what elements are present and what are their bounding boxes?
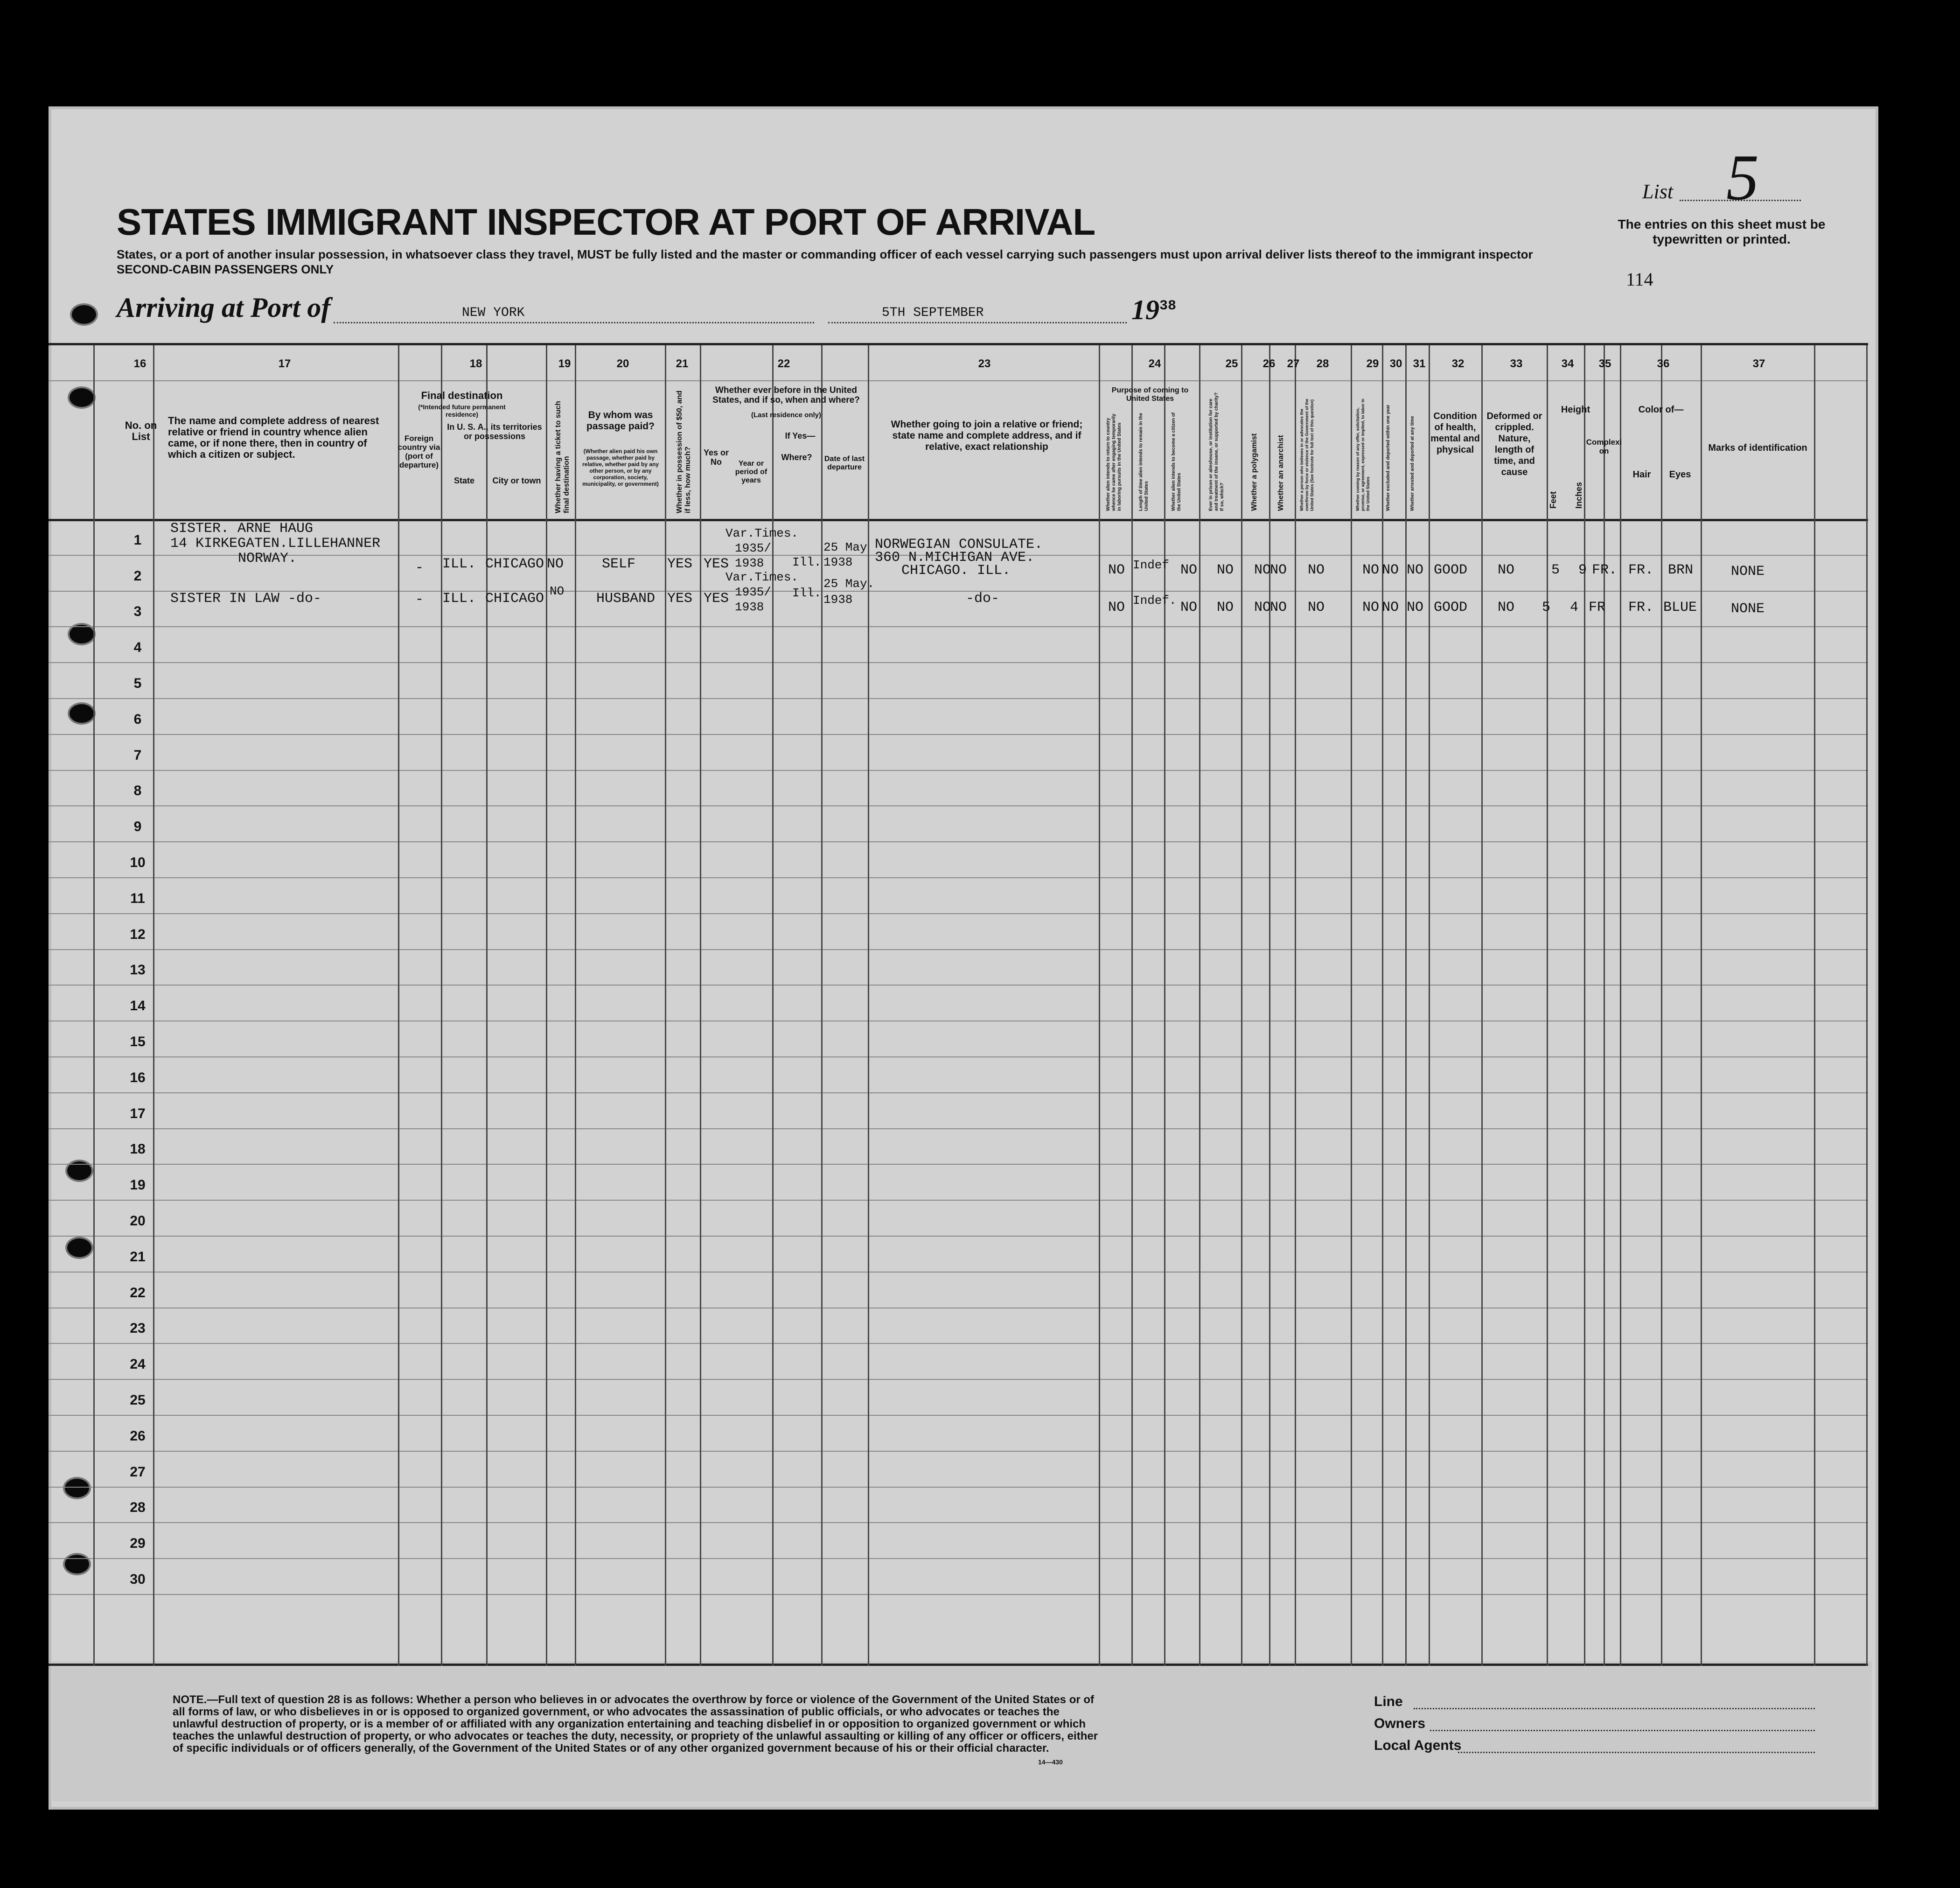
col-border — [1604, 345, 1605, 1666]
row1-join-line2: 360 N.MICHIGAN AVE. — [875, 550, 1035, 566]
punch-hole — [63, 1553, 91, 1575]
colnum-16: 16 — [133, 357, 146, 370]
col-border — [1131, 345, 1133, 1666]
row-rule — [49, 1487, 1868, 1488]
col-border — [1199, 345, 1200, 1666]
hdr-before-us: Whether ever before in the United States, and if so, when and where? — [712, 385, 860, 405]
col-border — [700, 345, 701, 1666]
row1-before: YES — [704, 556, 729, 572]
hdr-year-period: Year or period of years — [735, 460, 767, 484]
row1-join-line1: NORWEGIAN CONSULATE. — [875, 537, 1043, 552]
row2-join-line1: -do- — [966, 591, 1000, 607]
row2-foreign: - — [415, 592, 424, 608]
row-number: 13 — [130, 962, 146, 978]
row1-return: NO — [1108, 562, 1125, 578]
row-number: 23 — [130, 1321, 146, 1336]
row-number: 19 — [130, 1177, 146, 1193]
port-line — [334, 322, 814, 323]
col-border — [93, 345, 95, 1666]
hdr-where: Where? — [781, 453, 812, 462]
row1-join-line3: CHICAGO. ILL. — [901, 563, 1011, 579]
row1-polygamist: NO — [1254, 562, 1271, 578]
row1-deformed: NO — [1498, 562, 1515, 578]
punch-hole — [68, 386, 96, 409]
punch-hole — [68, 702, 96, 725]
row-number: 11 — [130, 891, 145, 906]
row1-prison: NO — [1217, 562, 1234, 578]
hdr-deformed: Deformed or crippled. Nature, length of time, and cause — [1486, 411, 1542, 477]
row2-eyes: BLUE — [1663, 600, 1697, 615]
colnum-28: 28 — [1316, 357, 1329, 370]
row2-years-line2: 1935/ — [735, 585, 772, 599]
hdr-date-departure: Date of last departure — [824, 455, 865, 471]
header-bottom-rule — [49, 519, 1868, 521]
row1-q30: NO — [1382, 562, 1399, 578]
row1-q31: NO — [1407, 562, 1424, 578]
row-number: 3 — [133, 604, 142, 619]
table-top-rule — [49, 343, 1868, 345]
col-border — [1701, 345, 1702, 1666]
hdr-purpose-return: Whether alien intends to return to country whence he came after engaging temporarily in laboring pursuits in the United States — [1106, 413, 1122, 511]
hdr-purpose-length: Length of time alien intends to remain in the United States — [1138, 413, 1149, 511]
row-rule — [49, 1056, 1868, 1057]
row-rule — [49, 805, 1868, 806]
colnum-31: 31 — [1413, 357, 1426, 370]
hdr-prison: Ever in prison or almshouse, or institution for care and treatment of the insane, or supported by charity? If so, which? — [1208, 392, 1225, 511]
row1-relative-line1: SISTER. ARNE HAUG — [170, 521, 314, 537]
row1-relative-line2: 14 KIRKEGATEN.LILLEHANNER — [170, 536, 381, 552]
hdr-in-usa: In U. S. A., its territories or possessions — [447, 422, 542, 441]
hdr-final-destination-note: (*Intended future permanent residence) — [418, 403, 506, 418]
row2-q30: NO — [1382, 600, 1399, 615]
year-suffix: 38 — [1159, 298, 1177, 314]
hdr-complexion: Complexion — [1586, 438, 1622, 455]
row1-health: GOOD — [1434, 562, 1468, 578]
punch-hole — [65, 1237, 93, 1259]
col-border — [1584, 345, 1585, 1666]
col-border — [1661, 345, 1662, 1666]
row-number: 17 — [130, 1106, 146, 1121]
hdr-purpose: Purpose of coming to United States — [1111, 386, 1189, 403]
row-rule — [49, 841, 1868, 842]
row-rule — [49, 1558, 1868, 1559]
row-rule — [49, 913, 1868, 914]
row-rule — [49, 1522, 1868, 1523]
hdr-join-relative: Whether going to join a relative or friend; state name and complete address, and if relative, exact relationship — [891, 419, 1083, 452]
hdr-if-yes: If Yes— — [785, 431, 816, 441]
hdr-relative: The name and complete address of nearest relative or friend in country whence alien came, or if none there, then in country of which a citizen or subject. — [168, 415, 379, 460]
row-rule — [49, 1164, 1868, 1165]
col-border — [1481, 345, 1483, 1666]
row2-ticket: NO — [550, 584, 565, 598]
row-rule — [49, 1343, 1868, 1344]
row2-anarchist: NO — [1270, 600, 1287, 615]
row1-fifty: YES — [667, 556, 693, 572]
colnum-25: 25 — [1225, 357, 1238, 370]
row1-hair: FR. — [1628, 562, 1654, 578]
row-rule — [49, 626, 1868, 627]
row1-years-line3: 1938 — [735, 556, 764, 570]
hdr-fifty-dollars: Whether in possession of $50, and if less, how much? — [676, 390, 692, 513]
row-rule — [49, 734, 1868, 735]
hdr-height: Height — [1561, 405, 1590, 415]
hdr-passage-paid: By whom was passage paid? — [586, 410, 655, 432]
row2-years-line1: Var.Times. — [725, 570, 799, 584]
row1-anarchist: NO — [1270, 562, 1287, 578]
row-number: 10 — [130, 855, 146, 870]
hdr-foreign: Foreign country via (port of departure) — [398, 434, 440, 469]
row-number: 16 — [130, 1070, 146, 1085]
row1-relative-line3: NORWAY. — [238, 551, 297, 566]
row1-q28: NO — [1308, 562, 1325, 578]
hdr-q28: Whether a person who believes in or advocates the overthrow by force or violence of the Government of the United States (See footnote for full text of this question) — [1299, 399, 1314, 511]
row-rule — [49, 1092, 1868, 1093]
row-rule — [49, 698, 1868, 699]
question-28-note: NOTE.—Full text of question 28 is as follows: Whether a person who believes in or advocates the overthrow by force or violence of the Government of the United States or of all forms of law, or who disbelieves in or is opposed to organized government, or who advocates the assassination of public officials, or who advocates or teaches the unlawful destruction of property, or is a member of or affiliated with any organization entertaining and teaching disbelief in or opposition to organized government or which teaches the unlawful destruction of property, or who advocates or teaches the duty, necessity, or propriety of the unlawful assaulting or killing of any officer or officers, either of specific individuals or of officers generally, of the Government of the United States or of any other organized government because of his or their official character. — [173, 1693, 1098, 1755]
row2-paid-by: HUSBAND — [596, 591, 656, 607]
row-number: 15 — [130, 1034, 146, 1049]
hdr-purpose-citizen: Whether alien intends to become a citizen of the United States — [1171, 412, 1182, 511]
list-label: List — [1642, 180, 1674, 203]
row2-length: Indef. — [1133, 594, 1177, 608]
hdr-color-of: Color of— — [1638, 405, 1684, 415]
col-border — [1866, 345, 1868, 1666]
row-number: 24 — [130, 1357, 146, 1372]
row2-before: YES — [704, 591, 729, 607]
row-number: 25 — [130, 1392, 146, 1408]
row2-years-line3: 1938 — [735, 600, 764, 614]
row-rule — [49, 1236, 1868, 1237]
line-label: Line — [1374, 1694, 1403, 1709]
row-number: 12 — [130, 927, 146, 942]
row1-citizen: NO — [1180, 562, 1198, 578]
row2-inches: 4 — [1570, 600, 1579, 615]
punch-hole — [70, 303, 98, 326]
row1-years-line1: Var.Times. — [725, 526, 799, 540]
col-border — [1429, 345, 1430, 1666]
row1-feet: 5 — [1551, 562, 1560, 578]
row-rule — [49, 1594, 1868, 1595]
row1-complexion: FR. — [1592, 562, 1618, 578]
col-border — [1547, 345, 1548, 1666]
row-number: 14 — [130, 998, 146, 1014]
row-rule — [49, 1451, 1868, 1452]
instructions-line: States, or a port of another insular possession, in whatsoever class they travel, MUST be fully listed and the master or commanding officer of each vessel carrying such passengers must upon arrival deliver lists thereof to the immigrant inspector — [117, 247, 1533, 261]
hdr-anarchist: Whether an anarchist — [1277, 435, 1285, 511]
row2-hair: FR. — [1628, 600, 1654, 615]
page-title: STATES IMMIGRANT INSPECTOR AT PORT OF ARRIVAL — [117, 201, 1095, 243]
col-border — [575, 345, 576, 1666]
col-border — [665, 345, 666, 1666]
row1-city: CHICAGO — [485, 556, 544, 572]
typewritten-note: The entries on this sheet must be typewritten or printed. — [1618, 217, 1826, 246]
colnum-19: 19 — [558, 357, 571, 370]
row1-where: Ill. — [792, 555, 822, 569]
row-number: 8 — [133, 783, 142, 798]
hdr-ticket: Whether having a ticket to such final destination — [554, 401, 571, 513]
row2-city: CHICAGO — [485, 591, 544, 607]
punch-hole — [63, 1477, 91, 1499]
row-number: 7 — [133, 748, 142, 763]
colnum-22: 22 — [777, 357, 790, 370]
row-rule — [49, 877, 1868, 878]
row-rule — [49, 949, 1868, 950]
row-number: 4 — [133, 640, 142, 655]
hdr-q30: Whether excluded and deported within one year — [1386, 405, 1391, 511]
row-number: 22 — [130, 1285, 146, 1301]
line-field — [1414, 1708, 1815, 1709]
hdr-no-on-list: No. on List — [125, 420, 157, 442]
row2-complexion: FR — [1589, 600, 1606, 615]
col-border — [1295, 345, 1296, 1666]
col-border — [546, 345, 547, 1666]
colnum-32: 32 — [1451, 357, 1465, 370]
row-number: 21 — [130, 1249, 146, 1265]
row1-departure-line1: 25 May — [823, 540, 867, 554]
row-rule — [49, 662, 1868, 663]
date-line — [828, 322, 1127, 323]
row-rule — [49, 985, 1868, 986]
hdr-feet: Feet — [1548, 491, 1558, 509]
row-number: 28 — [130, 1500, 146, 1515]
row1-length: Indef — [1133, 558, 1170, 572]
row2-polygamist: NO — [1254, 600, 1271, 615]
hdr-state: State — [453, 476, 474, 485]
row1-foreign: - — [415, 560, 424, 576]
col-border — [486, 345, 488, 1666]
row2-departure-line2: 1938 — [823, 593, 853, 607]
hdr-health: Condition of health, mental and physical — [1430, 411, 1480, 455]
owners-field — [1430, 1730, 1815, 1731]
colnum-17: 17 — [278, 357, 291, 370]
col-border — [1099, 345, 1100, 1666]
colnum-20: 20 — [616, 357, 629, 370]
colnum-29: 29 — [1366, 357, 1379, 370]
hdr-eyes: Eyes — [1669, 469, 1691, 480]
hdr-q29: Whether coming by reason of any offer, solicitation, promise, or agreement, expressed or implied, to labor in the United States — [1355, 399, 1370, 511]
year-prefix: 19 — [1131, 294, 1159, 325]
row1-departure-line2: 1938 — [823, 555, 853, 569]
row-number: 27 — [130, 1464, 146, 1480]
row-rule — [49, 770, 1868, 771]
row-number: 18 — [130, 1141, 146, 1157]
colnum-24: 24 — [1148, 357, 1161, 370]
row2-prison: NO — [1217, 600, 1234, 615]
row-number: 2 — [133, 568, 142, 584]
row2-citizen: NO — [1180, 600, 1198, 615]
agents-label: Local Agents — [1374, 1738, 1462, 1753]
colnum-35: 35 — [1598, 357, 1611, 370]
row-number: 1 — [133, 532, 142, 548]
col-border — [1351, 345, 1352, 1666]
colnum-37: 37 — [1752, 357, 1765, 370]
arriving-label: Arriving at Port of — [117, 292, 331, 323]
row-rule — [49, 1415, 1868, 1416]
table-bottom-rule — [49, 1664, 1868, 1666]
hdr-final-destination: Final destination — [421, 390, 503, 401]
row-number: 29 — [130, 1536, 146, 1551]
col-border — [1814, 345, 1815, 1666]
colnum-rule — [49, 380, 1868, 381]
hdr-polygamist: Whether a polygamist — [1250, 433, 1258, 511]
colnum-18: 18 — [469, 357, 482, 370]
row2-feet: 5 — [1542, 600, 1551, 615]
row1-paid-by: SELF — [602, 556, 636, 572]
hdr-last-residence: (Last residence only) — [751, 411, 822, 419]
row-rule — [49, 1272, 1868, 1273]
cabin-class: SECOND-CABIN PASSENGERS ONLY — [117, 262, 334, 276]
col-border — [398, 345, 399, 1666]
row-number: 5 — [133, 676, 142, 691]
row2-where: Ill. — [792, 586, 822, 600]
row1-ticket: NO — [547, 556, 564, 572]
row2-q31: NO — [1407, 600, 1424, 615]
row2-deformed: NO — [1498, 600, 1515, 615]
row-number: 9 — [133, 819, 142, 834]
row-rule — [49, 1200, 1868, 1201]
owners-label: Owners — [1374, 1716, 1426, 1731]
row1-inches: 9 — [1578, 562, 1587, 578]
list-number: 5 — [1726, 141, 1759, 214]
row-rule — [49, 1128, 1868, 1129]
agents-field — [1458, 1752, 1815, 1753]
hdr-q31: Whether arrested and deported at any time — [1410, 416, 1415, 511]
hdr-marks: Marks of identification — [1708, 443, 1807, 453]
colnum-30: 30 — [1389, 357, 1402, 370]
row1-state: ILL. — [442, 556, 476, 572]
punch-hole — [65, 1160, 93, 1182]
row2-departure-line1: 25 May. — [823, 577, 875, 591]
hdr-city: City or town — [492, 476, 541, 485]
colnum-26: 26 — [1262, 357, 1276, 370]
row1-q29: NO — [1362, 562, 1380, 578]
col-border — [1269, 345, 1270, 1666]
colnum-34: 34 — [1561, 357, 1574, 370]
year-value — [1131, 294, 1176, 326]
row-number: 20 — [130, 1213, 146, 1229]
hdr-yes-no: Yes or No — [703, 448, 729, 467]
row2-health: GOOD — [1434, 600, 1468, 615]
row2-marks: NONE — [1731, 601, 1765, 617]
col-border — [1405, 345, 1407, 1666]
colnum-33: 33 — [1510, 357, 1523, 370]
handwritten-number: 114 — [1626, 269, 1653, 290]
row2-return: NO — [1108, 600, 1125, 615]
col-border — [772, 345, 774, 1666]
colnum-27: 27 — [1287, 357, 1300, 370]
row-number: 6 — [133, 712, 142, 727]
row2-q28: NO — [1308, 600, 1325, 615]
row1-years-line2: 1935/ — [735, 541, 772, 555]
hdr-hair: Hair — [1632, 469, 1651, 480]
col-border — [821, 345, 823, 1666]
date-value: 5TH SEPTEMBER — [882, 306, 984, 320]
row-number: 30 — [130, 1572, 146, 1587]
col-border — [1382, 345, 1383, 1666]
col-border — [868, 345, 869, 1666]
form-number: 14—430 — [1038, 1758, 1063, 1766]
hdr-passage-note: (Whether alien paid his own passage, whether paid by relative, whether paid by any other person, or by any corporation, society, municipality, or government) — [582, 448, 659, 487]
port-value: NEW YORK — [462, 306, 525, 320]
row-rule — [49, 1379, 1868, 1380]
col-border — [441, 345, 442, 1666]
colnum-23: 23 — [978, 357, 991, 370]
row2-q29: NO — [1362, 600, 1380, 615]
col-border — [1241, 345, 1242, 1666]
colnum-21: 21 — [676, 357, 689, 370]
row2-relative-line1: SISTER IN LAW -do- — [170, 591, 322, 607]
row1-eyes: BRN — [1668, 562, 1694, 578]
row2-state: ILL. — [442, 591, 476, 607]
col-border — [1164, 345, 1165, 1666]
colnum-36: 36 — [1657, 357, 1670, 370]
hdr-inches: Inches — [1574, 482, 1583, 509]
row1-marks: NONE — [1731, 564, 1765, 580]
row-number: 26 — [130, 1428, 146, 1444]
row2-fifty: YES — [667, 591, 693, 607]
col-border — [1620, 345, 1621, 1666]
